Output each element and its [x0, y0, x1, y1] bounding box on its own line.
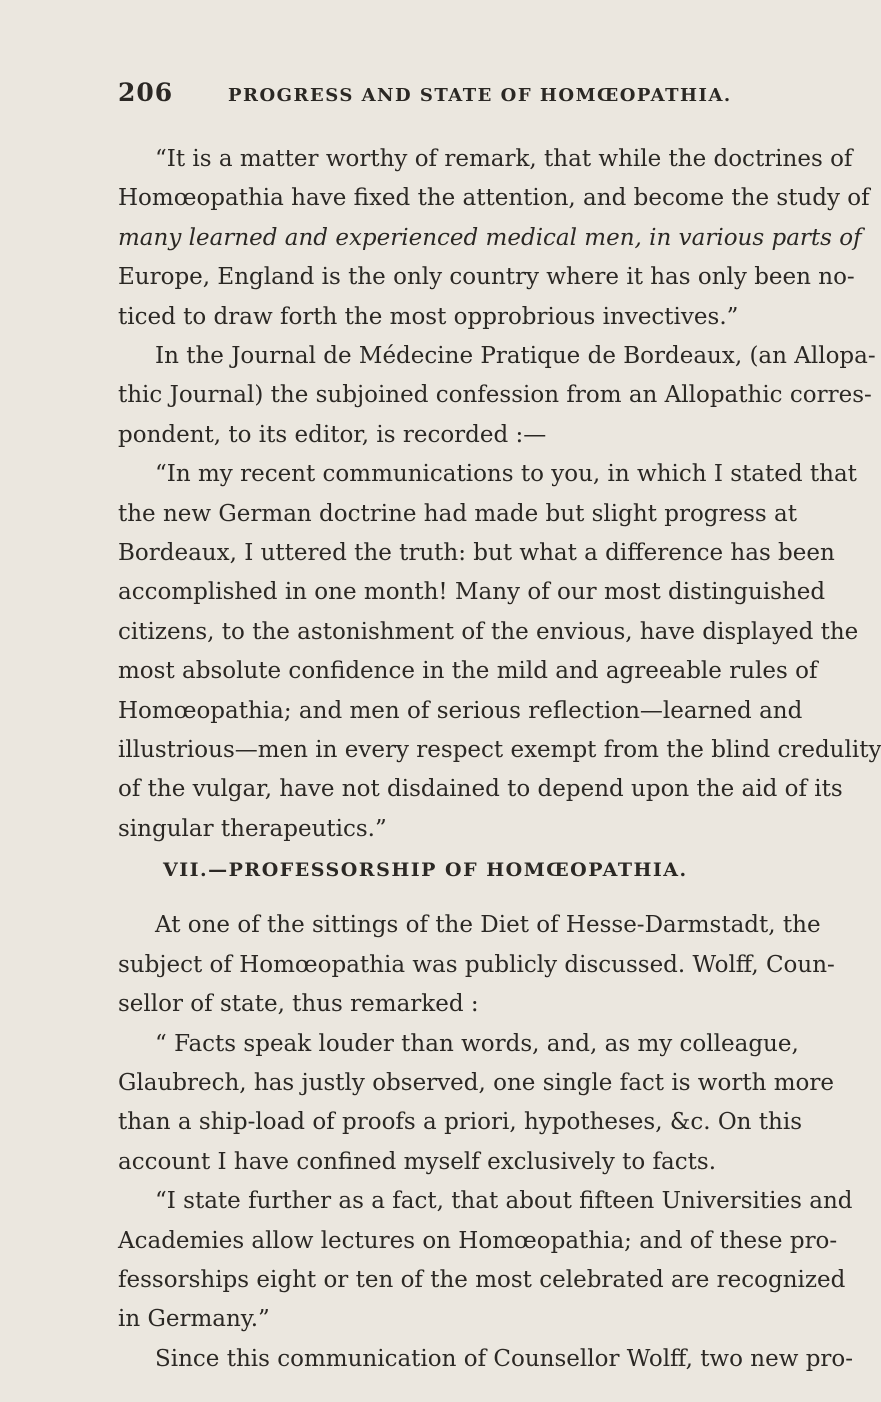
text-line: sellor of state, thus remarked :: [118, 991, 479, 1018]
section-heading: VII.—PROFESSORSHIP OF HOMŒOPATHIA.: [163, 859, 688, 882]
text-line: the new German doctrine had made but slight progress at: [118, 500, 797, 527]
text-line: in Germany.”: [118, 1306, 270, 1333]
text-line: Glaubrech, has justly observed, one single fact is worth more: [118, 1069, 834, 1096]
text-line: “I state further as a fact, that about fifteen Universities and: [155, 1188, 853, 1215]
text-line: “In my recent communications to you, in which I stated that: [155, 461, 857, 488]
text-line: Europe, England is the only country where it has only been no-: [118, 264, 855, 291]
text-line: fessorships eight or ten of the most celebrated are recognized: [118, 1266, 846, 1293]
text-line: pondent, to its editor, is recorded :—: [118, 421, 547, 448]
text-line: In the Journal de Médecine Pratique de Bordeaux, (an Allopa-: [155, 343, 876, 369]
text-line: Since this communication of Counsellor Wolff, two new pro-: [155, 1345, 854, 1372]
running-title: PROGRESS AND STATE OF HOMŒOPATHIA.: [228, 85, 732, 106]
text-line: thic Journal) the subjoined confession from an Allopathic corres-: [118, 382, 872, 409]
text-line: many learned and experienced medical men, in various parts of: [118, 224, 862, 251]
text-line: singular therapeutics.”: [118, 815, 387, 842]
text-line: Academies allow lectures on Homœopathia; and of these pro-: [118, 1227, 838, 1254]
text-line: “It is a matter worthy of remark, that while the doctrines of: [155, 146, 853, 172]
text-line: subject of Homœopathia was publicly discussed. Wolff, Coun-: [118, 951, 835, 978]
text-line: accomplished in one month! Many of our most distinguished: [118, 579, 826, 606]
text-line: At one of the sittings of the Diet of Hesse-Darmstadt, the: [155, 912, 821, 939]
text-line: illustrious—men in every respect exempt from the blind credulity: [118, 737, 881, 763]
text-line: “ Facts speak louder than words, and, as my colleague,: [155, 1030, 799, 1057]
page-number: 206: [118, 78, 174, 107]
text-line: Homœopathia; and men of serious reflection—learned and: [118, 697, 803, 724]
text-line: citizens, to the astonishment of the envious, have displayed the: [118, 618, 859, 645]
running-head: [118, 78, 758, 118]
text-line: account I have confined myself exclusively to facts.: [118, 1148, 716, 1175]
text-line: ticed to draw forth the most opprobrious invectives.”: [118, 303, 739, 330]
text-line: than a ship-load of proofs a priori, hypotheses, &c. On this: [118, 1109, 803, 1136]
text-line: Homœopathia have fixed the attention, and become the study of: [118, 185, 870, 212]
text-line: of the vulgar, have not disdained to depend upon the aid of its: [118, 776, 843, 803]
text-line: Bordeaux, I uttered the truth: but what a difference has been: [118, 540, 835, 566]
text-line: most absolute confidence in the mild and agreeable rules of: [118, 658, 818, 685]
